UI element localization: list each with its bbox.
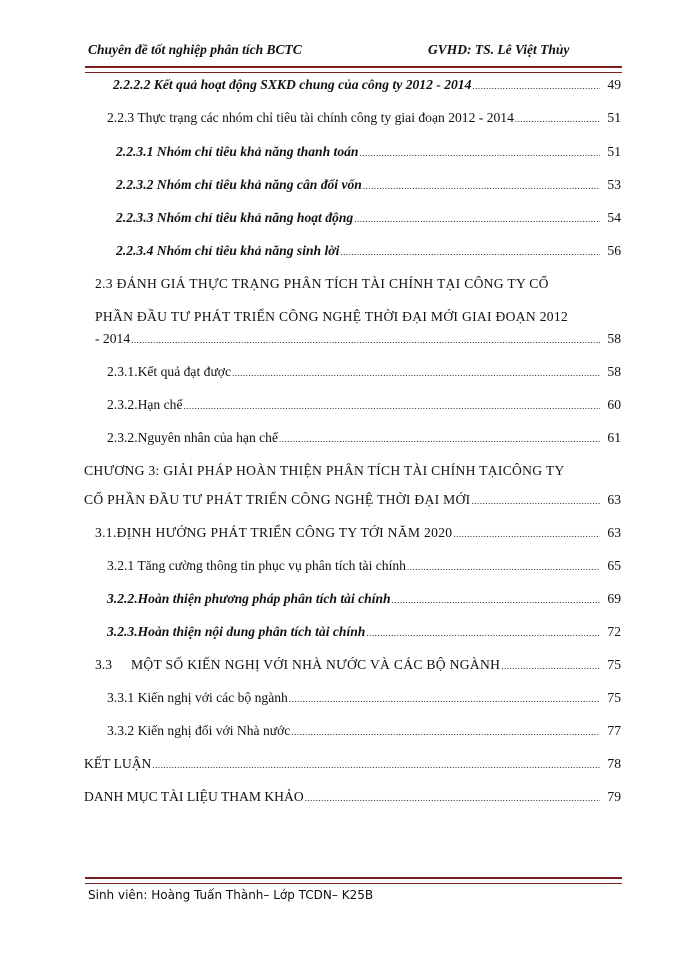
toc-entry-3-3-1[interactable]	[107, 690, 621, 708]
toc-page-number: 63	[607, 492, 621, 507]
toc-entry-label: 2.3.2.Hạn chế	[107, 397, 183, 412]
toc-entry-label: MỘT SỐ KIẾN NGHỊ VỚI NHÀ NƯỚC VÀ CÁC BỘ NGÀNH	[131, 657, 501, 672]
toc-page-number: 61	[607, 430, 621, 445]
toc-entry-2-3-1[interactable]	[107, 364, 621, 382]
toc-entry-2-2-3-1[interactable]	[116, 144, 621, 162]
toc-entry-2-3-2-causes[interactable]	[107, 430, 621, 448]
toc-page-number: 75	[607, 690, 621, 705]
toc-page-number: 78	[607, 756, 621, 771]
toc-leader	[360, 148, 601, 158]
toc-leader	[305, 793, 600, 803]
toc-leader	[289, 694, 600, 704]
toc-entry-2-3-line3[interactable]	[95, 331, 621, 349]
toc-leader	[453, 529, 600, 539]
toc-entry-label: 2.2.3.4 Nhóm chỉ tiêu khả năng sinh lời	[116, 243, 340, 258]
toc-leader	[407, 562, 600, 572]
toc-entry-3-3-2[interactable]	[107, 723, 621, 741]
header-advisor: GVHD: TS. Lê Việt Thủy	[428, 42, 570, 57]
toc-entry-label: 2.2.3.2 Nhóm chỉ tiêu khả năng cân đối vốn	[116, 177, 362, 192]
toc-page-number: 77	[607, 723, 621, 738]
toc-page-number: 49	[607, 77, 621, 92]
toc-page-number: 58	[607, 364, 621, 379]
toc-page-number: 60	[607, 397, 621, 412]
toc-leader	[131, 335, 600, 345]
toc-page-number: 63	[607, 525, 621, 540]
toc-entry-label: - 2014	[95, 331, 131, 346]
toc-leader	[340, 247, 600, 257]
toc-entry-label: 3.2.3.Hoàn thiện nội dung phân tích tài chính	[107, 624, 366, 639]
toc-entry-2-2-3-2[interactable]	[116, 177, 621, 195]
toc-entry-chapter-3-line2[interactable]	[84, 492, 621, 510]
toc-entry-label: 2.2.3.1 Nhóm chỉ tiêu khả năng thanh toán	[116, 144, 359, 159]
toc-entry-label: 3.2.1 Tăng cường thông tin phục vụ phân tích tài chính	[107, 558, 406, 573]
toc-leader	[279, 434, 600, 444]
toc-page-number: 56	[607, 243, 621, 258]
toc-entry-label: 3.3.2 Kiến nghị đối với Nhà nước	[107, 723, 291, 738]
toc-leader	[152, 760, 600, 770]
toc-entry-label: 2.2.3 Thực trạng các nhóm chỉ tiêu tài chính công ty giai đoạn 2012 - 2014	[107, 110, 514, 125]
toc-leader	[184, 401, 601, 411]
toc-leader	[515, 114, 600, 124]
header-title: Chuyên đề tốt nghiệp phân tích BCTC	[88, 42, 302, 57]
toc-page-number: 79	[607, 789, 621, 804]
toc-page-number: 69	[607, 591, 621, 606]
page-header	[88, 42, 622, 62]
toc-entry-3-2-3[interactable]	[107, 624, 621, 642]
toc-entry-3-3[interactable]	[95, 657, 621, 675]
toc-entry-label: KẾT LUẬN	[84, 756, 152, 771]
toc-page-number: 75	[607, 657, 621, 672]
toc-entry-2-2-2-2[interactable]	[113, 77, 621, 95]
toc-entry-chapter-3-line1[interactable]: CHƯƠNG 3: GIẢI PHÁP HOÀN THIỆN PHÂN TÍCH TÀI CHÍNH TẠICÔNG TY	[84, 463, 565, 478]
toc-entry-2-3-line2[interactable]: PHẦN ĐẦU TƯ PHÁT TRIỂN CÔNG NGHỆ THỜI ĐẠI MỚI GIAI ĐOẠN 2012	[95, 309, 569, 324]
footer-rule	[85, 877, 622, 884]
toc-entry-3-2-1[interactable]	[107, 558, 621, 576]
toc-leader	[471, 496, 600, 506]
toc-leader	[291, 727, 600, 737]
toc-leader	[501, 661, 600, 671]
toc-entry-references[interactable]	[84, 789, 621, 807]
toc-page-number: 51	[607, 110, 621, 125]
toc-leader	[232, 368, 600, 378]
toc-leader	[366, 628, 600, 638]
toc-page-number: 54	[607, 210, 621, 225]
toc-entry-label: 3.3.1 Kiến nghị với các bộ ngành	[107, 690, 288, 705]
toc-page-number: 72	[607, 624, 621, 639]
toc-entry-label: 2.2.3.3 Nhóm chỉ tiêu khả năng hoạt động	[116, 210, 354, 225]
toc-entry-label: 2.3.1.Kết quả đạt được	[107, 364, 232, 379]
toc-entry-3-1[interactable]	[95, 525, 621, 543]
toc-entry-label: CỔ PHẦN ĐẦU TƯ PHÁT TRIỂN CÔNG NGHỆ THỜI ĐẠI MỚI	[84, 492, 471, 507]
toc-entry-2-3-2[interactable]	[107, 397, 621, 415]
toc-page-number: 53	[607, 177, 621, 192]
toc-entry-3-2-2[interactable]	[107, 591, 621, 609]
toc-leader	[392, 595, 600, 605]
toc-entry-label: 3.2.2.Hoàn thiện phương pháp phân tích tài chính	[107, 591, 391, 606]
toc-entry-label: 2.2.2.2 Kết quả hoạt động SXKD chung của công ty 2012 - 2014	[113, 77, 472, 92]
toc-entry-label: 3.1.ĐỊNH HƯỚNG PHÁT TRIỂN CÔNG TY TỚI NĂM 2020	[95, 525, 453, 540]
toc-leader	[363, 181, 600, 191]
toc-entry-label: DANH MỤC TÀI LIỆU THAM KHẢO	[84, 789, 304, 804]
toc-page-number: 58	[607, 331, 621, 346]
toc-entry-2-2-3-3[interactable]	[116, 210, 621, 228]
toc-entry-number: 3.3	[95, 657, 112, 672]
toc-entry-2-3-line1[interactable]: 2.3 ĐÁNH GIÁ THỰC TRẠNG PHÂN TÍCH TÀI CHÍNH TẠI CÔNG TY CỔ	[95, 276, 549, 291]
toc-page-number: 65	[607, 558, 621, 573]
toc-leader	[354, 214, 600, 224]
page-footer: Sinh viên: Hoàng Tuấn Thành– Lớp TCDN– K25B	[88, 888, 374, 902]
toc-entry-2-2-3[interactable]	[107, 110, 621, 128]
toc-leader	[472, 81, 600, 91]
header-rule	[85, 66, 622, 73]
toc-entry-2-2-3-4[interactable]	[116, 243, 621, 261]
toc-entry-label: 2.3.2.Nguyên nhân của hạn chế	[107, 430, 278, 445]
toc-entry-conclusion[interactable]	[84, 756, 621, 774]
toc-page-number: 51	[607, 144, 621, 159]
